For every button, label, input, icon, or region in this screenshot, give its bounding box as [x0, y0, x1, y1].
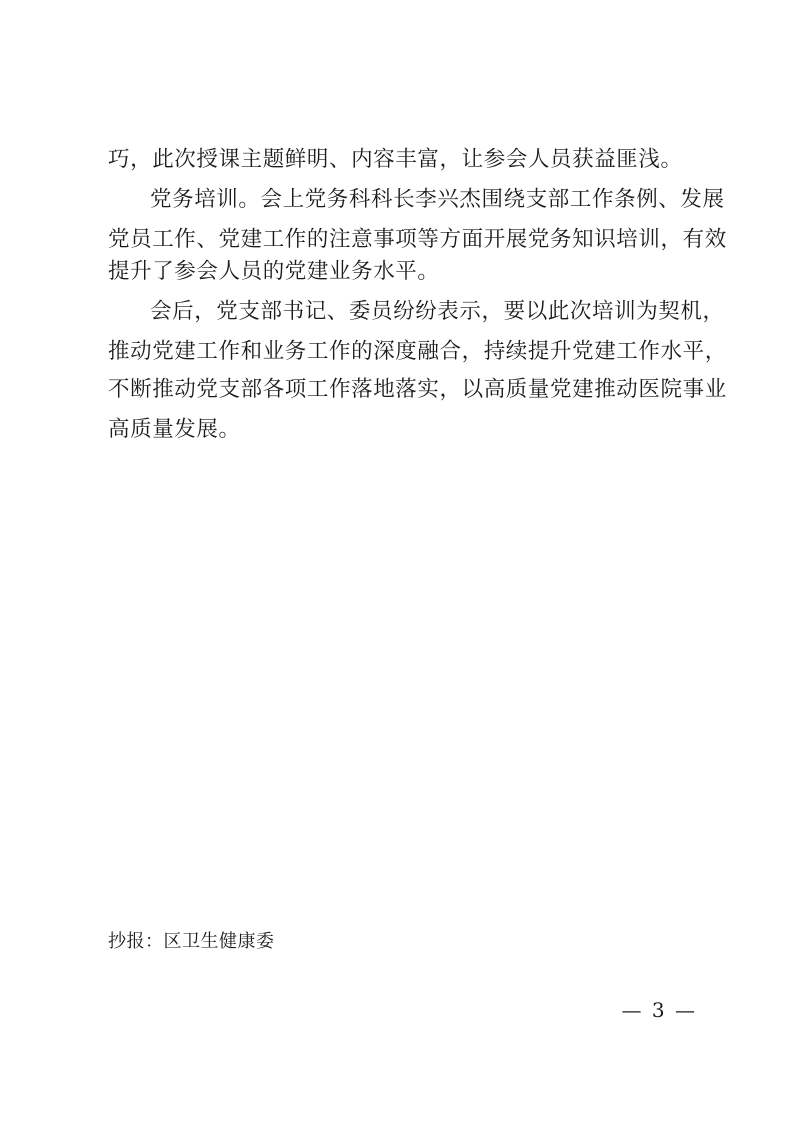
- cc-recipients: 抄报：区卫生健康委: [108, 931, 275, 952]
- paragraph-3-line-2: 推动党建工作和业务工作的深度融合，持续提升党建工作水平，: [108, 339, 727, 364]
- page-number: — 3 —: [621, 998, 697, 1022]
- paragraph-3-line-4: 高质量发展。: [108, 417, 241, 442]
- paragraph-2-line-1: 党务培训。会上党务科科长李兴杰围绕支部工作条例、发展: [150, 187, 725, 212]
- paragraph-3-line-1: 会后，党支部书记、委员纷纷表示，要以此次培训为契机，: [150, 299, 725, 324]
- paragraph-3-line-3: 不断推动党支部各项工作落地落实，以高质量党建推动医院事业: [108, 377, 727, 402]
- paragraph-1-line-1: 巧，此次授课主题鲜明、内容丰富，让参会人员获益匪浅。: [108, 147, 683, 172]
- paragraph-2-line-3: 提升了参会人员的党建业务水平。: [108, 259, 440, 284]
- paragraph-2-line-2: 党员工作、党建工作的注意事项等方面开展党务知识培训，有效: [108, 227, 727, 252]
